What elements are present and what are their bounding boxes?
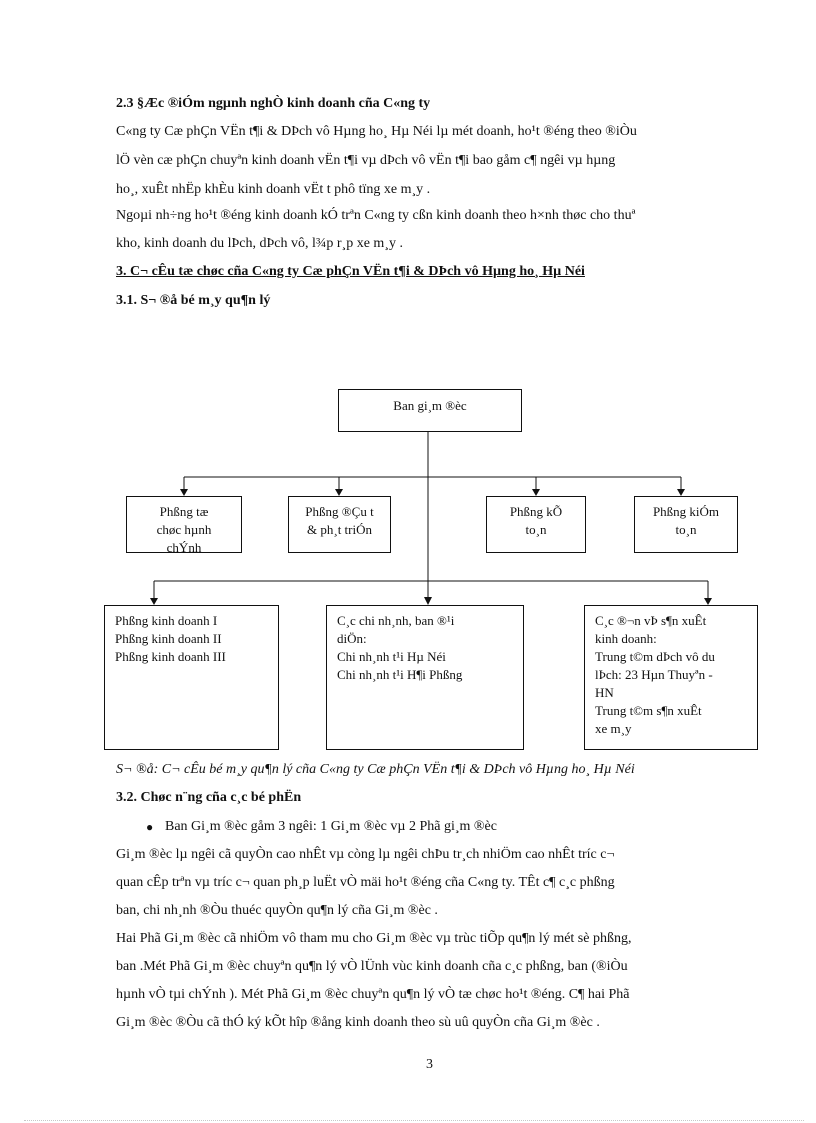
org-box-label: Phßng kÕ (509, 504, 563, 519)
org-box-label: HN (595, 685, 614, 700)
org-box-label: chøc hµnh (156, 522, 212, 537)
paragraph-line: Gi¸m ®èc ®Òu cã thÓ ký kÕt hîp ®ång kinh doanh theo sù uû quyÒn cña Gi¸m ®èc . (116, 1015, 600, 1030)
paragraph-line: C«ng ty Cæ phÇn VËn t¶i & DÞch vô Hµng ho¸ Hµ Néi lµ mét doanh, ho¹t ®éng theo ®iÒu (116, 124, 637, 139)
paragraph-line: lÖ vèn cæ phÇn chuyªn kinh doanh vËn t¶i vµ dÞch vô vËn t¶i bao gåm c¶ ngêi vµ hµng (116, 153, 616, 168)
paragraph-line: kho, kinh doanh du lÞch, dÞch vô, l¾p r¸p xe m¸y . (116, 236, 403, 251)
bullet-text: Ban Gi¸m ®èc gåm 3 ngêi: 1 Gi¸m ®èc vµ 2 Phã gi¸m ®èc (165, 819, 497, 834)
arrowhead (150, 598, 158, 605)
section-2-3-heading: 2.3 §Æc ®iÓm ngµnh nghÒ kinh doanh cña C«ng ty (116, 96, 431, 111)
section-3-1-heading: 3.1. S¬ ®å bé m¸y qu¶n lý (116, 293, 271, 308)
org-box-label: Phßng ®Çu t (305, 504, 374, 519)
arrowhead (532, 489, 540, 496)
arrowhead (704, 598, 712, 605)
org-box-audit-department (634, 496, 738, 553)
org-box-label: C¸c chi nh¸nh, ban ®¹i (337, 613, 455, 628)
org-box-label: lÞch: 23 Hµn Thuyªn - (595, 667, 713, 682)
arrowhead (424, 597, 432, 605)
arrowhead (335, 489, 343, 496)
org-box-label: C¸c ®¬n vÞ s¶n xuÊt (595, 613, 707, 628)
paragraph-line: Ngoµi nh÷ng ho¹t ®éng kinh doanh kÓ trªn C«ng ty cßn kinh doanh theo h×nh thøc cho thuª (116, 208, 636, 223)
paragraph-line: Hai Phã Gi¸m ®èc cã nhiÖm vô tham mu cho Gi¸m ®èc vµ trùc tiÕp qu¶n lý mét sè phßng, (116, 931, 632, 946)
org-box-branches (326, 605, 524, 750)
org-box-label: Chi nh¸nh t¹i Hµ Néi (337, 649, 446, 664)
page-number: 3 (426, 1057, 433, 1072)
section-3-2-heading: 3.2. Chøc n¨ng cña c¸c bé phËn (116, 790, 302, 805)
org-box-label: Trung t©m s¶n xuÊt (595, 703, 702, 718)
org-box-label: Chi nh¸nh t¹i H¶i Phßng (337, 667, 463, 682)
arrowhead (677, 489, 685, 496)
paragraph-line: hµnh vÒ tµi chÝnh ). Mét Phã Gi¸m ®èc chuyªn qu¶n lý vÒ tæ chøc ho¹t ®éng. C¶ hai Phã (116, 987, 630, 1002)
paragraph-line: Gi¸m ®èc lµ ngêi cã quyÒn cao nhÊt vµ còng lµ ngêi chÞu tr¸ch nhiÖm cao nhÊt tríc c¬ (116, 847, 615, 862)
page-bottom-divider (24, 1120, 804, 1121)
org-box-label: Phßng kinh doanh III (115, 649, 226, 664)
paragraph-line: ho¸, xuÊt nhËp khÈu kinh doanh vËt t phô tïng xe m¸y . (116, 182, 431, 197)
org-box-label: xe m¸y (595, 721, 632, 736)
org-box-label: diÖn: (337, 631, 367, 646)
org-box-label: kinh doanh: (595, 631, 657, 646)
org-box-board-of-directors (338, 389, 522, 432)
org-box-business-departments (104, 605, 279, 750)
org-box-investment-department (288, 496, 391, 553)
org-box-production-units (584, 605, 758, 750)
org-box-accounting-department (486, 496, 586, 553)
org-box-label: Phßng kiÓm (652, 504, 720, 519)
section-3-heading: 3. C¬ cÊu tæ chøc cña C«ng ty Cæ phÇn VËn t¶i & DÞch vô Hµng ho¸ Hµ Néi (116, 264, 585, 279)
org-box-label: Phßng tæ (159, 504, 209, 519)
org-box-label: chÝnh (166, 540, 202, 553)
paragraph-line: quan cÊp trªn vµ tríc c¬ quan ph¸p luËt vÒ mäi ho¹t ®éng cña C«ng ty. TÊt c¶ c¸c phßng (116, 875, 615, 890)
bullet-icon: ● (146, 820, 154, 834)
arrowhead (180, 489, 188, 496)
org-box-label: Trung t©m dÞch vô du (595, 649, 715, 664)
org-box-organization-department (126, 496, 242, 553)
org-chart-caption: S¬ ®å: C¬ cÊu bé m¸y qu¶n lý cña C«ng ty Cæ phÇn VËn t¶i & DÞch vô Hµng ho¸ Hµ Néi (116, 762, 635, 777)
paragraph-line: ban, chi nh¸nh ®Òu thuéc quyÒn qu¶n lý cña Gi¸m ®èc . (116, 903, 438, 918)
org-box-label: to¸n (525, 522, 547, 537)
org-box-label: Phßng kinh doanh II (115, 631, 222, 646)
paragraph-line: ban .Mét Phã Gi¸m ®èc chuyªn qu¶n lý vÒ lÜnh vùc kinh doanh cña c¸c phßng, ban (®iÒu (116, 959, 628, 974)
org-box-label: Ban gi¸m ®èc (393, 398, 467, 413)
org-box-label: & ph¸t triÓn (307, 522, 372, 537)
org-box-label: to¸n (675, 522, 697, 537)
org-box-label: Phßng kinh doanh I (115, 613, 218, 628)
